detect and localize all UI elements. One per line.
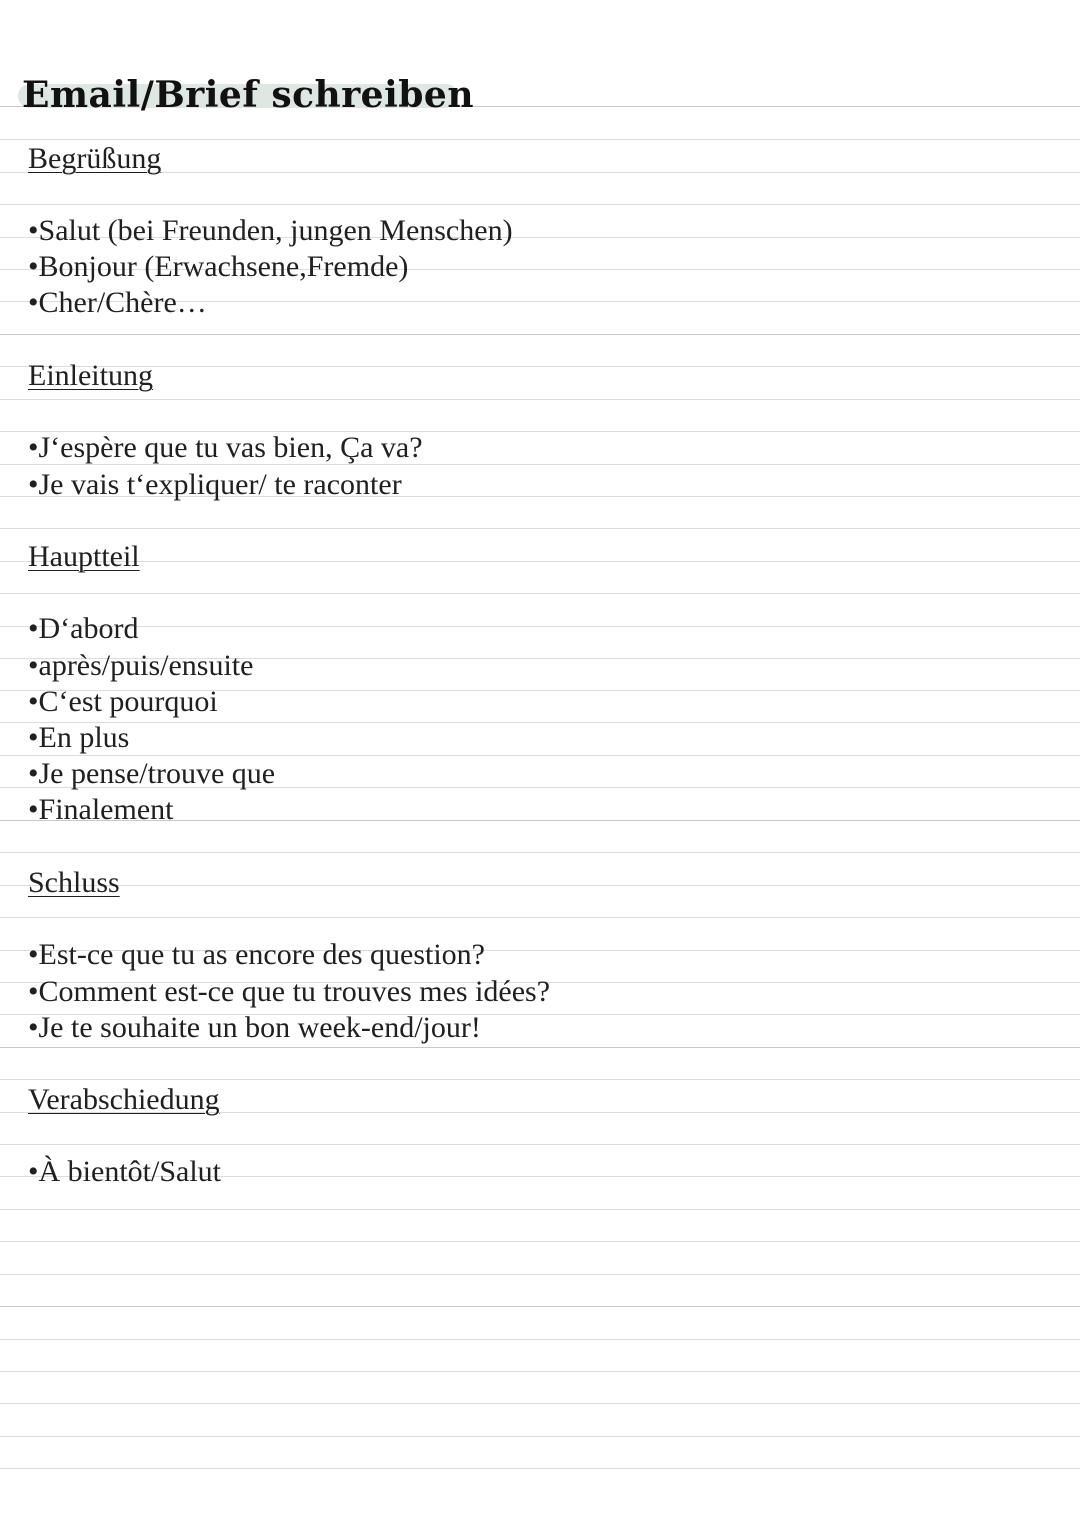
list-item: •À bientôt/Salut bbox=[28, 1155, 221, 1188]
list-item: •Finalement bbox=[28, 793, 174, 826]
list-item: •Je vais t‘expliquer/ te raconter bbox=[28, 468, 402, 501]
rule-line bbox=[0, 561, 1080, 562]
rule-line bbox=[0, 1047, 1080, 1048]
page-title: Email/Brief schreiben bbox=[22, 74, 475, 116]
rule-line bbox=[0, 917, 1080, 918]
rule-line bbox=[0, 593, 1080, 594]
rule-line bbox=[0, 1468, 1080, 1469]
section-heading-verabschiedung: Verabschiedung bbox=[28, 1083, 220, 1116]
rule-line bbox=[0, 1144, 1080, 1145]
rule-line bbox=[0, 1371, 1080, 1372]
section-heading-begruessung: Begrüßung bbox=[28, 142, 162, 175]
section-heading-einleitung: Einleitung bbox=[28, 359, 153, 392]
rule-line bbox=[0, 528, 1080, 529]
rule-line bbox=[0, 1079, 1080, 1080]
rule-line bbox=[0, 1306, 1080, 1307]
list-item: •Comment est-ce que tu trouves mes idées? bbox=[28, 975, 551, 1008]
list-item: •Salut (bei Freunden, jungen Menschen) bbox=[28, 214, 513, 247]
rule-line bbox=[0, 1403, 1080, 1404]
list-item: •C‘est pourquoi bbox=[28, 685, 218, 718]
list-item: •D‘abord bbox=[28, 612, 139, 645]
rule-line bbox=[0, 1241, 1080, 1242]
rule-line bbox=[0, 139, 1080, 140]
list-item: •Est-ce que tu as encore des question? bbox=[28, 938, 486, 971]
list-item: •J‘espère que tu vas bien, Ça va? bbox=[28, 431, 423, 464]
rule-line bbox=[0, 172, 1080, 173]
section-heading-hauptteil: Hauptteil bbox=[28, 540, 140, 573]
rule-line bbox=[0, 204, 1080, 205]
section-heading-schluss: Schluss bbox=[28, 866, 120, 899]
rule-line bbox=[0, 722, 1080, 723]
rule-line bbox=[0, 626, 1080, 627]
list-item: •Je te souhaite un bon week-end/jour! bbox=[28, 1011, 481, 1044]
rule-line bbox=[0, 366, 1080, 367]
list-item: •Je pense/trouve que bbox=[28, 757, 276, 790]
list-item: •En plus bbox=[28, 721, 130, 754]
rule-line bbox=[0, 852, 1080, 853]
list-item: •après/puis/ensuite bbox=[28, 649, 254, 682]
rule-line bbox=[0, 334, 1080, 335]
rule-line bbox=[0, 399, 1080, 400]
rule-line bbox=[0, 885, 1080, 886]
list-item: •Cher/Chère… bbox=[28, 286, 207, 319]
list-item: •Bonjour (Erwachsene,Fremde) bbox=[28, 250, 409, 283]
rule-line bbox=[0, 1209, 1080, 1210]
rule-line bbox=[0, 1274, 1080, 1275]
page-title-block bbox=[22, 70, 474, 120]
rule-line bbox=[0, 1339, 1080, 1340]
rule-line bbox=[0, 1436, 1080, 1437]
